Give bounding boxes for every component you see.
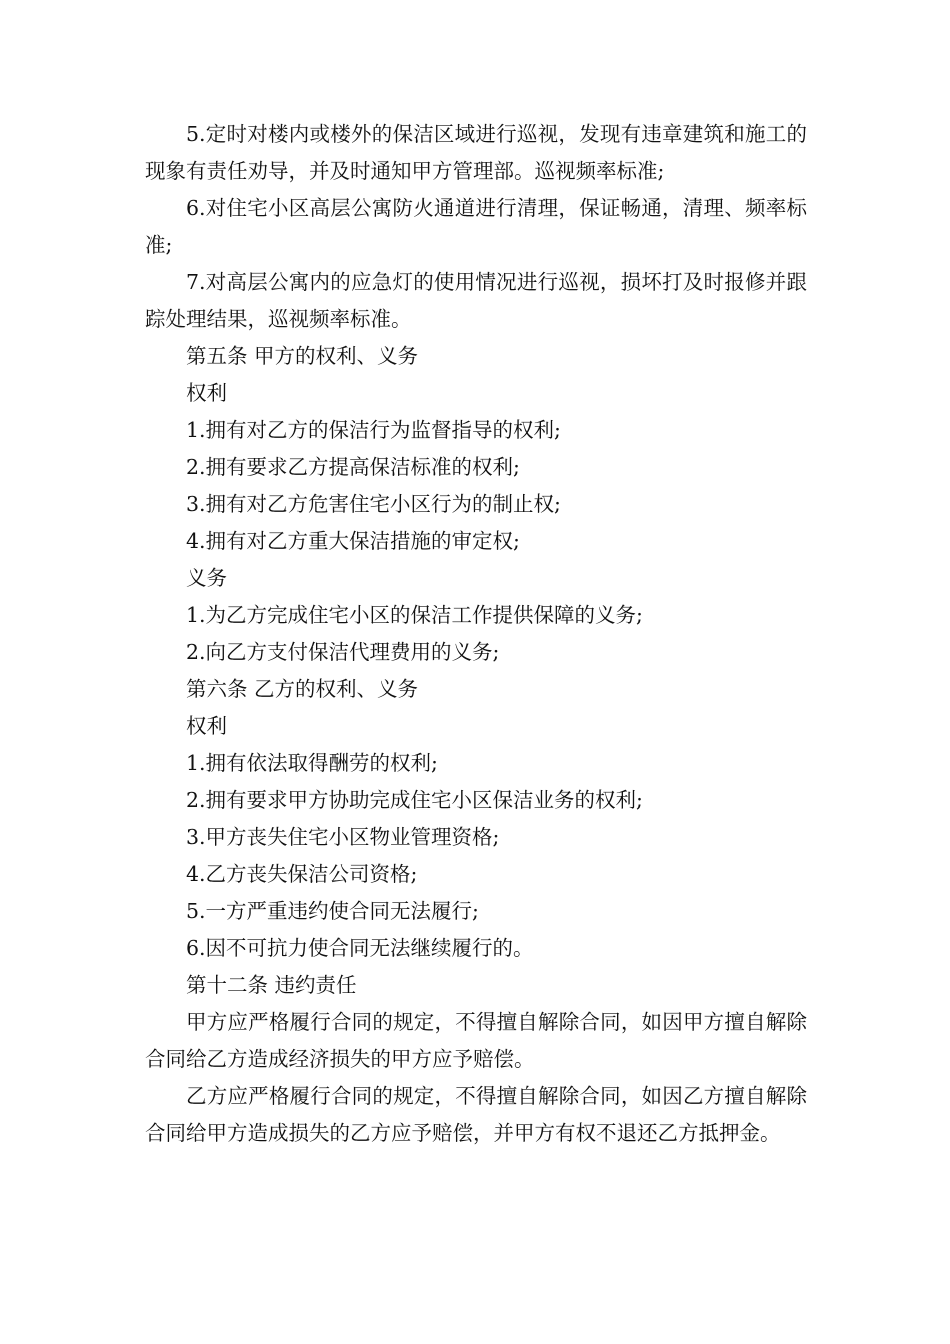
list-item: 4.乙方丧失保洁公司资格; — [186, 862, 418, 886]
document-body — [145, 116, 807, 1152]
paragraph-clause-5-patrol: 5.定时对楼内或楼外的保洁区域进行巡视，发现有违章建筑和施工的现象有责任劝导，并及时通知甲方管理部。巡视频率标准; — [145, 122, 807, 183]
list-item: 5.一方严重违约使合同无法履行; — [186, 899, 479, 923]
list-item: 4.拥有对乙方重大保洁措施的审定权; — [186, 529, 520, 553]
list-item: 1.拥有对乙方的保洁行为监督指导的权利; — [186, 418, 561, 442]
subheading-rights: 权利 — [186, 381, 227, 405]
paragraph-clause-7-emergency-light: 7.对高层公寓内的应急灯的使用情况进行巡视，损坏打及时报修并跟踪处理结果，巡视频率标准。 — [145, 270, 807, 331]
subheading-obligations: 义务 — [186, 566, 227, 590]
paragraph-party-b-liability: 乙方应严格履行合同的规定，不得擅自解除合同，如因乙方擅自解除合同给甲方造成损失的乙方应予赔偿，并甲方有权不退还乙方抵押金。 — [145, 1084, 807, 1145]
subheading-rights: 权利 — [186, 714, 227, 738]
list-item: 3.拥有对乙方危害住宅小区行为的制止权; — [186, 492, 561, 516]
section-heading-article-5: 第五条 甲方的权利、义务 — [186, 344, 419, 368]
list-item: 2.向乙方支付保洁代理费用的义务; — [186, 640, 500, 664]
paragraph-clause-6-fire-passage: 6.对住宅小区高层公寓防火通道进行清理，保证畅通，清理、频率标准; — [145, 196, 807, 257]
section-heading-article-6: 第六条 乙方的权利、义务 — [186, 677, 419, 701]
list-item: 2.拥有要求甲方协助完成住宅小区保洁业务的权利; — [186, 788, 643, 812]
paragraph-party-a-liability: 甲方应严格履行合同的规定，不得擅自解除合同，如因甲方擅自解除合同给乙方造成经济损失的甲方应予赔偿。 — [145, 1010, 807, 1071]
list-item: 2.拥有要求乙方提高保洁标准的权利; — [186, 455, 520, 479]
list-item: 1.拥有依法取得酬劳的权利; — [186, 751, 438, 775]
list-item: 3.甲方丧失住宅小区物业管理资格; — [186, 825, 500, 849]
list-item: 1.为乙方完成住宅小区的保洁工作提供保障的义务; — [186, 603, 643, 627]
list-item: 6.因不可抗力使合同无法继续履行的。 — [186, 936, 534, 960]
section-heading-article-12: 第十二条 违约责任 — [186, 973, 357, 997]
